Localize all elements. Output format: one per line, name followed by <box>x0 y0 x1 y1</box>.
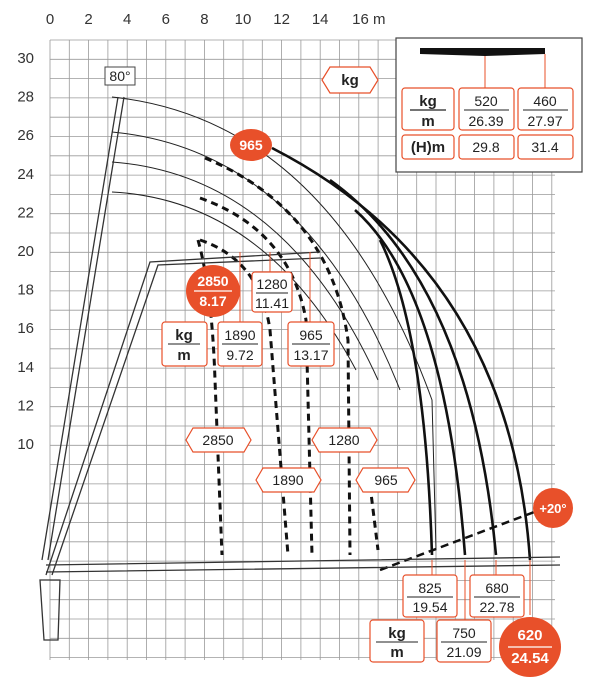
svg-text:13.17: 13.17 <box>293 347 329 363</box>
hex-2850 <box>186 428 251 452</box>
angle-label: 80° <box>109 68 131 84</box>
svg-text:m: m <box>390 644 404 661</box>
spec-col2-kg: 460 <box>533 93 557 109</box>
load-965-top <box>230 129 272 161</box>
y-tick-label: 28 <box>17 88 34 106</box>
y-tick-label: 14 <box>17 358 34 376</box>
kg-unit-badge <box>322 67 378 93</box>
load-825-box <box>403 560 457 617</box>
y-tick-label: 18 <box>17 281 34 299</box>
svg-text:kg: kg <box>341 72 359 89</box>
svg-text:2850: 2850 <box>197 273 229 289</box>
svg-text:22.78: 22.78 <box>479 599 515 615</box>
x-tick-label: 2 <box>84 11 93 28</box>
y-tick-label: 22 <box>17 204 34 222</box>
hex-1890 <box>256 468 321 492</box>
load-2850-circle <box>186 265 240 317</box>
svg-text:9.72: 9.72 <box>226 347 254 363</box>
x-tick-label: 6 <box>161 11 170 28</box>
legend-kg-m-bottom <box>370 620 424 662</box>
x-axis-ticks <box>46 11 386 28</box>
svg-text:620: 620 <box>517 627 543 644</box>
hex-1280 <box>312 428 377 452</box>
spec-col1-kg: 520 <box>474 93 498 109</box>
svg-text:24.54: 24.54 <box>511 650 549 667</box>
extension-badge <box>533 488 573 528</box>
x-tick-label: 12 <box>273 11 290 28</box>
y-tick-label: 16 <box>17 320 34 338</box>
svg-text:2850: 2850 <box>202 432 234 448</box>
svg-text:kg: kg <box>175 327 193 344</box>
svg-text:1890: 1890 <box>272 472 304 488</box>
svg-text:965: 965 <box>374 472 398 488</box>
x-tick-label: 8 <box>200 11 209 28</box>
y-tick-label: 26 <box>17 127 34 145</box>
y-tick-label: 30 <box>17 50 34 67</box>
svg-text:11.41: 11.41 <box>255 295 289 311</box>
spec-col1-m: 26.39 <box>468 113 504 129</box>
spec-table <box>396 38 582 172</box>
x-tick-label: 16 m <box>352 11 386 28</box>
load-680-box <box>470 560 524 617</box>
y-axis-ticks <box>17 50 34 453</box>
y-tick-label: 12 <box>17 397 34 415</box>
svg-text:kg: kg <box>388 625 406 642</box>
svg-text:825: 825 <box>418 580 442 596</box>
y-tick-label: 20 <box>17 243 34 260</box>
x-tick-label: 0 <box>45 11 55 28</box>
hex-965 <box>356 468 415 492</box>
svg-text:965: 965 <box>299 327 323 343</box>
svg-text:21.09: 21.09 <box>446 644 482 660</box>
y-tick-label: 10 <box>17 436 34 453</box>
legend-kg-m <box>162 322 207 366</box>
svg-text:965: 965 <box>239 137 263 153</box>
spec-kg-label: kg <box>419 93 437 110</box>
x-tick-label: 4 <box>123 11 132 28</box>
svg-text:8.17: 8.17 <box>199 293 227 309</box>
svg-text:1280: 1280 <box>328 432 360 448</box>
svg-text:1890: 1890 <box>224 327 256 343</box>
svg-text:m: m <box>177 347 191 364</box>
x-tick-label: 10 <box>234 11 252 28</box>
spec-col2-height: 31.4 <box>531 139 559 155</box>
x-tick-label: 14 <box>311 11 329 28</box>
svg-text:+20°: +20° <box>539 501 567 516</box>
spec-col1-height: 29.8 <box>472 139 500 155</box>
spec-m-label: m <box>421 113 435 130</box>
spec-height-label: (H)m <box>410 139 446 156</box>
svg-text:1280: 1280 <box>256 276 288 292</box>
svg-text:680: 680 <box>485 580 509 596</box>
svg-text:19.54: 19.54 <box>412 599 448 615</box>
y-tick-label: 24 <box>17 165 34 183</box>
svg-text:750: 750 <box>452 625 476 641</box>
spec-col2-m: 27.97 <box>527 113 563 129</box>
